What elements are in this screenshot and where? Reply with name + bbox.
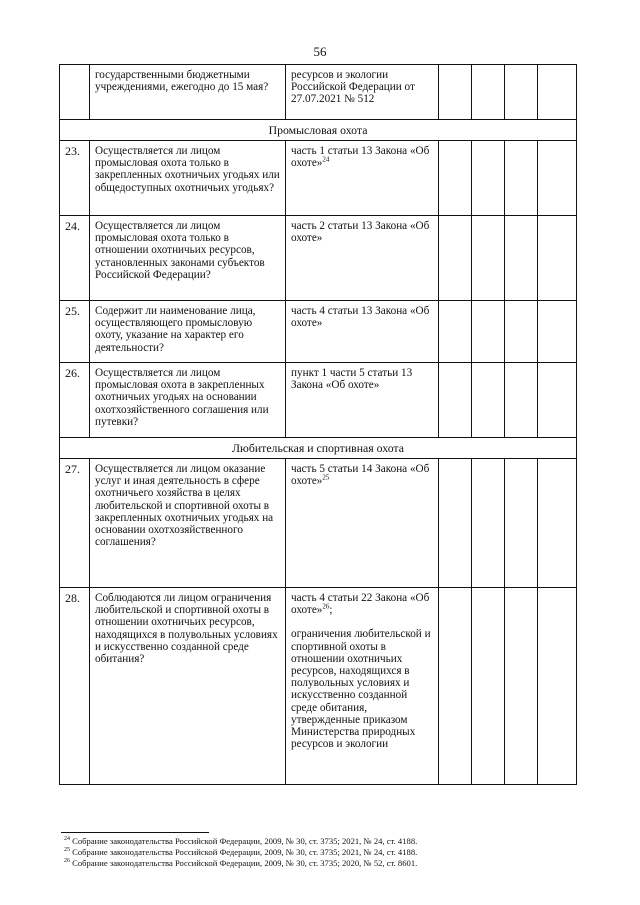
legal-reference-text: часть 1 статьи 13 Закона «Об охоте»	[291, 145, 430, 170]
legal-reference-main	[291, 305, 434, 329]
question-text: Осуществляется ли лицом промысловая охота только в отношении охотничьих ресурсов, установленных законами субъектов Российской Федерации?	[90, 216, 286, 301]
note-cell	[538, 588, 577, 785]
question-text: Соблюдаются ли лицом ограничения любительской и спортивной охоты в отношении охотничьих ресурсов, находящихся в полувольных условиях и искусственно созданной среде обитания?	[90, 588, 286, 785]
footnote-number: 25	[64, 847, 70, 854]
row-number	[60, 65, 90, 120]
question-text: Осуществляется ли лицом оказание услуг и иная деятельность в сфере охотничьего хозяйства в целях любительской и спортивной охоты в закрепленных охотничьих угодьях на основании охотхозяйственного соглашения?	[90, 459, 286, 588]
footnote-text: Собрание законодательства Российской Федерации, 2009, № 30, ст. 3735; 2021, № 24, ст. 4188.	[72, 836, 418, 846]
footnote-text: Собрание законодательства Российской Федерации, 2009, № 30, ст. 3735; 2021, № 24, ст. 4188.	[72, 847, 418, 857]
legal-reference-main	[291, 145, 434, 169]
section-heading: Промысловая охота	[60, 120, 577, 141]
legal-reference	[286, 141, 439, 216]
row-number: 27.	[60, 459, 90, 588]
answer-yes-cell	[439, 588, 472, 785]
table-body	[60, 65, 577, 785]
answer-no-cell	[472, 65, 505, 120]
answer-no-cell	[472, 363, 505, 438]
legal-reference-text: часть 5 статьи 14 Закона «Об охоте»	[291, 463, 430, 488]
table-row	[60, 301, 577, 363]
answer-no-cell	[472, 588, 505, 785]
note-cell	[538, 301, 577, 363]
legal-reference	[286, 588, 439, 785]
legal-reference-text: часть 2 статьи 13 Закона «Об охоте»	[291, 220, 430, 245]
reference-gap	[291, 616, 434, 628]
row-number: 24.	[60, 216, 90, 301]
footnote-marker: 25	[322, 473, 330, 482]
answer-no-cell	[472, 141, 505, 216]
legal-reference	[286, 363, 439, 438]
legal-reference	[286, 301, 439, 363]
footnote-number: 24	[64, 836, 70, 843]
legal-reference-main	[291, 592, 434, 616]
page-number: 56	[313, 44, 327, 59]
legal-reference-text: часть 4 статьи 22 Закона «Об охоте»	[291, 592, 430, 617]
row-number: 26.	[60, 363, 90, 438]
answer-yes-cell	[439, 65, 472, 120]
answer-na-cell	[505, 588, 538, 785]
section-heading: Любительская и спортивная охота	[60, 438, 577, 459]
table-row	[60, 216, 577, 301]
footnote-line	[64, 847, 604, 858]
legal-reference-main	[291, 367, 434, 391]
row-number: 28.	[60, 588, 90, 785]
note-cell	[538, 363, 577, 438]
footnote-marker: 24	[322, 155, 330, 164]
footnote-number: 26	[64, 858, 70, 865]
legal-reference	[286, 216, 439, 301]
row-number: 23.	[60, 141, 90, 216]
question-text: Содержит ли наименование лица, осуществляющего промысловую охоту, указание на характер его деятельности?	[90, 301, 286, 363]
footnote-line	[64, 858, 604, 869]
table-row	[60, 141, 577, 216]
legal-reference-text: часть 4 статьи 13 Закона «Об охоте»	[291, 305, 430, 330]
answer-na-cell	[505, 459, 538, 588]
answer-na-cell	[505, 65, 538, 120]
answer-na-cell	[505, 363, 538, 438]
footnotes	[64, 836, 604, 869]
table-row-continuation	[60, 65, 577, 120]
note-cell	[538, 65, 577, 120]
answer-no-cell	[472, 216, 505, 301]
legal-reference-extra: ограничения любительской и спортивной охоты в отношении охотничьих ресурсов, находящихся в полувольных условиях и искусственно созданной среде обитания, утвержденные приказом Министерства природных ресурсов и экологии	[291, 628, 431, 751]
legal-reference: ресурсов и экологии Российской Федерации от 27.07.2021 № 512	[286, 65, 439, 120]
section-heading-row	[60, 120, 577, 141]
answer-yes-cell	[439, 141, 472, 216]
footnote-line	[64, 836, 604, 847]
footnote-separator	[61, 832, 209, 833]
answer-yes-cell	[439, 363, 472, 438]
question-text: Осуществляется ли лицом промысловая охота в закрепленных охотничьих угодьях на основании охотхозяйственного соглашения или путевки?	[90, 363, 286, 438]
footnote-text: Собрание законодательства Российской Федерации, 2009, № 30, ст. 3735; 2020, № 52, ст. 8601.	[72, 858, 418, 868]
answer-no-cell	[472, 301, 505, 363]
row-number: 25.	[60, 301, 90, 363]
legal-reference	[286, 459, 439, 588]
question-text: Осуществляется ли лицом промысловая охота только в закрепленных охотничьих угодьях или общедоступных охотничьих угодьях?	[90, 141, 286, 216]
legal-reference-main	[291, 220, 434, 244]
note-cell	[538, 459, 577, 588]
section-heading-row	[60, 438, 577, 459]
checklist-table	[59, 64, 577, 785]
footnote-marker: 26	[322, 602, 330, 611]
legal-reference-tail: ;	[329, 604, 333, 617]
answer-na-cell	[505, 141, 538, 216]
table-row	[60, 459, 577, 588]
legal-reference-main	[291, 463, 434, 487]
note-cell	[538, 216, 577, 301]
answer-yes-cell	[439, 459, 472, 588]
answer-na-cell	[505, 301, 538, 363]
answer-yes-cell	[439, 216, 472, 301]
note-cell	[538, 141, 577, 216]
table-row	[60, 363, 577, 438]
answer-na-cell	[505, 216, 538, 301]
answer-no-cell	[472, 459, 505, 588]
table-row	[60, 588, 577, 785]
answer-yes-cell	[439, 301, 472, 363]
question-text: государственными бюджетными учреждениями, ежегодно до 15 мая?	[90, 65, 286, 120]
legal-reference-text: пункт 1 части 5 статьи 13 Закона «Об охоте»	[291, 367, 413, 392]
